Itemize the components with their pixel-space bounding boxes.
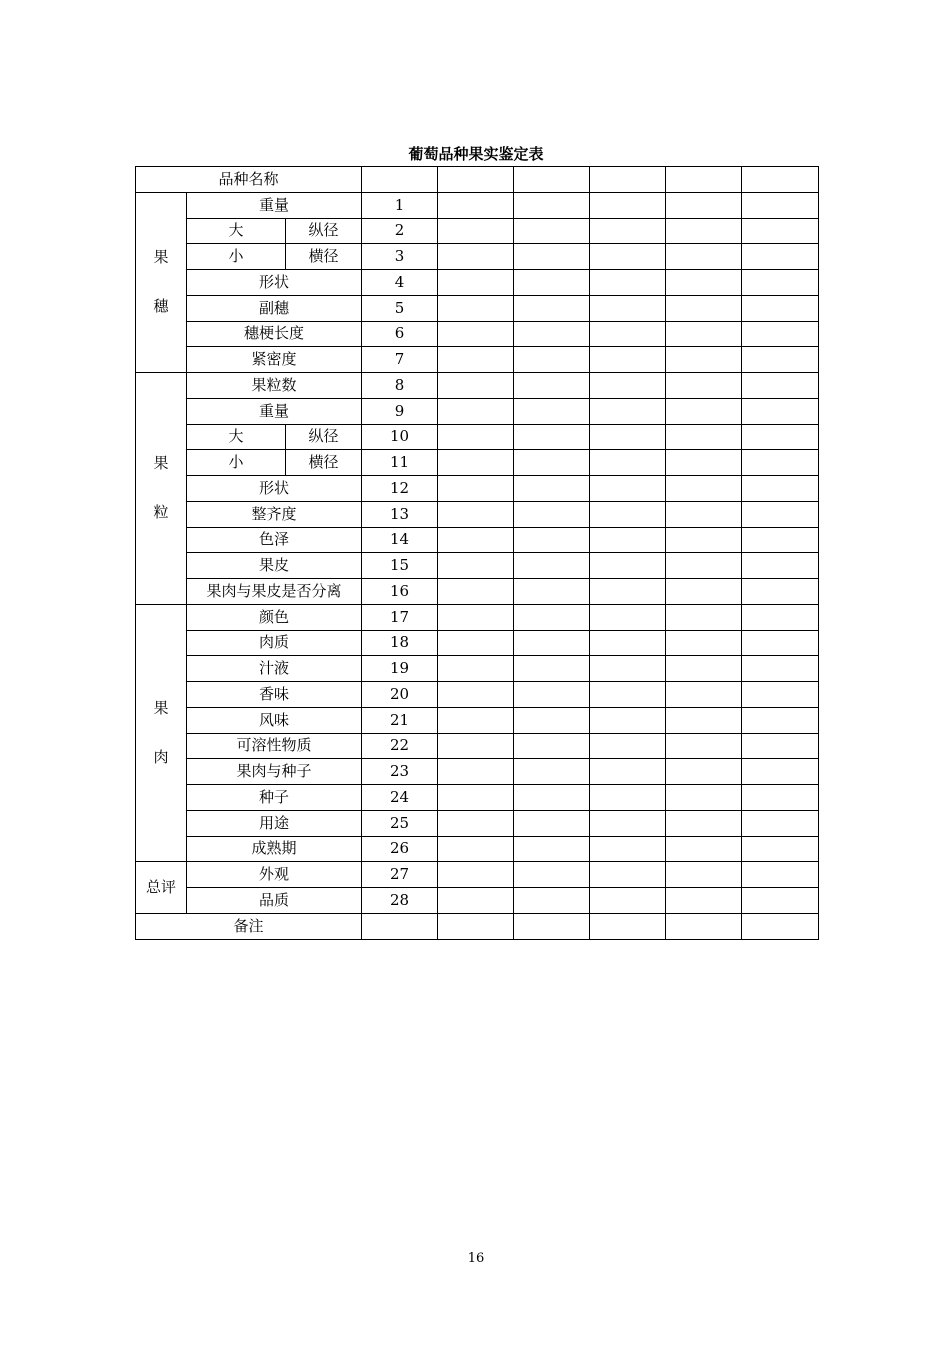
variety-entry-cell[interactable] bbox=[438, 270, 514, 296]
item-number: 19 bbox=[362, 656, 438, 682]
size-big-label: 大 bbox=[187, 218, 286, 244]
variety-entry-cell[interactable] bbox=[438, 656, 514, 682]
remarks-label: 备注 bbox=[136, 913, 362, 939]
item-label: 整齐度 bbox=[187, 501, 362, 527]
variety-entry-cell[interactable] bbox=[742, 913, 819, 939]
table-row bbox=[136, 759, 819, 785]
variety-entry-cell[interactable] bbox=[438, 424, 514, 450]
page-title: 葡萄品种果实鉴定表 bbox=[408, 145, 544, 163]
item-number: 2 bbox=[362, 218, 438, 244]
variety-entry-cell[interactable] bbox=[742, 347, 819, 373]
variety-entry-cell[interactable] bbox=[438, 450, 514, 476]
table-body bbox=[136, 167, 819, 940]
variety-entry-cell[interactable] bbox=[666, 604, 742, 630]
variety-entry-cell[interactable] bbox=[742, 733, 819, 759]
item-number: 6 bbox=[362, 321, 438, 347]
size-small-label: 小 bbox=[187, 450, 286, 476]
variety-entry-cell[interactable] bbox=[590, 604, 666, 630]
page-number: 16 bbox=[467, 1251, 485, 1266]
variety-entry-cell[interactable] bbox=[438, 167, 514, 193]
variety-entry-cell[interactable] bbox=[666, 862, 742, 888]
variety-entry-cell[interactable] bbox=[438, 913, 514, 939]
variety-entry-cell[interactable] bbox=[742, 167, 819, 193]
variety-entry-cell[interactable] bbox=[590, 630, 666, 656]
table-row bbox=[136, 579, 819, 605]
variety-entry-cell[interactable] bbox=[438, 476, 514, 502]
item-number: 10 bbox=[362, 424, 438, 450]
variety-number-cell bbox=[362, 167, 438, 193]
item-number: 11 bbox=[362, 450, 438, 476]
variety-entry-cell[interactable] bbox=[590, 373, 666, 399]
item-number: 13 bbox=[362, 501, 438, 527]
variety-entry-cell[interactable] bbox=[742, 424, 819, 450]
item-number: 17 bbox=[362, 604, 438, 630]
variety-entry-cell[interactable] bbox=[590, 888, 666, 914]
variety-entry-cell[interactable] bbox=[666, 913, 742, 939]
group-label-char: 粒 bbox=[153, 503, 169, 522]
variety-entry-cell[interactable] bbox=[514, 295, 590, 321]
item-label: 重量 bbox=[187, 398, 362, 424]
item-number: 18 bbox=[362, 630, 438, 656]
table-row bbox=[136, 630, 819, 656]
variety-entry-cell[interactable] bbox=[514, 424, 590, 450]
variety-entry-cell[interactable] bbox=[666, 888, 742, 914]
variety-entry-cell[interactable] bbox=[666, 244, 742, 270]
variety-entry-cell[interactable] bbox=[438, 553, 514, 579]
group-cluster-label bbox=[136, 192, 187, 372]
item-number: 12 bbox=[362, 476, 438, 502]
variety-entry-cell[interactable] bbox=[514, 810, 590, 836]
item-label: 果肉与种子 bbox=[187, 759, 362, 785]
variety-entry-cell[interactable] bbox=[438, 579, 514, 605]
item-label: 形状 bbox=[187, 476, 362, 502]
variety-entry-cell[interactable] bbox=[590, 836, 666, 862]
item-label: 颜色 bbox=[187, 604, 362, 630]
item-label: 纵径 bbox=[286, 218, 362, 244]
variety-entry-cell[interactable] bbox=[514, 347, 590, 373]
table-row bbox=[136, 527, 819, 553]
variety-entry-cell[interactable] bbox=[590, 759, 666, 785]
table-row bbox=[136, 270, 819, 296]
variety-entry-cell[interactable] bbox=[590, 167, 666, 193]
variety-entry-cell[interactable] bbox=[438, 398, 514, 424]
variety-entry-cell[interactable] bbox=[514, 579, 590, 605]
variety-entry-cell[interactable] bbox=[666, 270, 742, 296]
variety-entry-cell[interactable] bbox=[438, 373, 514, 399]
item-label: 色泽 bbox=[187, 527, 362, 553]
variety-entry-cell[interactable] bbox=[514, 913, 590, 939]
variety-entry-cell[interactable] bbox=[742, 682, 819, 708]
variety-entry-cell[interactable] bbox=[666, 810, 742, 836]
variety-entry-cell[interactable] bbox=[514, 244, 590, 270]
item-label: 成熟期 bbox=[187, 836, 362, 862]
variety-entry-cell[interactable] bbox=[590, 862, 666, 888]
table-row bbox=[136, 553, 819, 579]
variety-entry-cell[interactable] bbox=[514, 630, 590, 656]
item-label: 形状 bbox=[187, 270, 362, 296]
table-row bbox=[136, 888, 819, 914]
table-row bbox=[136, 347, 819, 373]
variety-entry-cell[interactable] bbox=[590, 218, 666, 244]
table-row bbox=[136, 656, 819, 682]
variety-entry-cell[interactable] bbox=[742, 244, 819, 270]
variety-entry-cell[interactable] bbox=[666, 373, 742, 399]
variety-entry-cell[interactable] bbox=[438, 888, 514, 914]
item-label: 肉质 bbox=[187, 630, 362, 656]
item-number: 5 bbox=[362, 295, 438, 321]
variety-entry-cell[interactable] bbox=[590, 244, 666, 270]
item-number: 27 bbox=[362, 862, 438, 888]
variety-entry-cell[interactable] bbox=[514, 682, 590, 708]
variety-entry-cell[interactable] bbox=[666, 785, 742, 811]
variety-entry-cell[interactable] bbox=[438, 218, 514, 244]
item-label: 用途 bbox=[187, 810, 362, 836]
item-label: 风味 bbox=[187, 707, 362, 733]
variety-entry-cell[interactable] bbox=[666, 347, 742, 373]
table-row bbox=[136, 476, 819, 502]
table-row bbox=[136, 501, 819, 527]
variety-entry-cell[interactable] bbox=[742, 888, 819, 914]
table-row bbox=[136, 733, 819, 759]
variety-entry-cell[interactable] bbox=[514, 656, 590, 682]
variety-entry-cell[interactable] bbox=[666, 398, 742, 424]
variety-entry-cell[interactable] bbox=[666, 707, 742, 733]
variety-entry-cell[interactable] bbox=[742, 759, 819, 785]
variety-entry-cell[interactable] bbox=[666, 476, 742, 502]
variety-entry-cell[interactable] bbox=[590, 785, 666, 811]
item-label: 横径 bbox=[286, 450, 362, 476]
variety-entry-cell[interactable] bbox=[438, 836, 514, 862]
variety-entry-cell[interactable] bbox=[438, 192, 514, 218]
variety-entry-cell[interactable] bbox=[742, 501, 819, 527]
variety-entry-cell[interactable] bbox=[666, 836, 742, 862]
variety-entry-cell[interactable] bbox=[742, 656, 819, 682]
item-number: 24 bbox=[362, 785, 438, 811]
variety-entry-cell[interactable] bbox=[590, 913, 666, 939]
variety-entry-cell[interactable] bbox=[514, 398, 590, 424]
remarks-number-cell bbox=[362, 913, 438, 939]
item-label: 果肉与果皮是否分离 bbox=[187, 579, 362, 605]
variety-entry-cell[interactable] bbox=[590, 579, 666, 605]
item-number: 1 bbox=[362, 192, 438, 218]
variety-entry-cell[interactable] bbox=[666, 167, 742, 193]
variety-entry-cell[interactable] bbox=[666, 630, 742, 656]
variety-entry-cell[interactable] bbox=[514, 604, 590, 630]
variety-entry-cell[interactable] bbox=[590, 810, 666, 836]
table-row bbox=[136, 836, 819, 862]
table-row bbox=[136, 785, 819, 811]
item-number: 21 bbox=[362, 707, 438, 733]
variety-entry-cell[interactable] bbox=[514, 527, 590, 553]
group-berry-label bbox=[136, 373, 187, 605]
variety-entry-cell[interactable] bbox=[514, 270, 590, 296]
variety-entry-cell[interactable] bbox=[438, 862, 514, 888]
variety-entry-cell[interactable] bbox=[514, 450, 590, 476]
variety-entry-cell[interactable] bbox=[666, 682, 742, 708]
group-label-char: 穗 bbox=[153, 297, 169, 316]
variety-entry-cell[interactable] bbox=[438, 527, 514, 553]
item-number: 9 bbox=[362, 398, 438, 424]
item-number: 25 bbox=[362, 810, 438, 836]
remarks-row bbox=[136, 913, 819, 939]
size-small-label: 小 bbox=[187, 244, 286, 270]
variety-entry-cell[interactable] bbox=[742, 862, 819, 888]
table-row bbox=[136, 321, 819, 347]
table-row bbox=[136, 218, 819, 244]
table-row bbox=[136, 810, 819, 836]
item-label: 紧密度 bbox=[187, 347, 362, 373]
variety-entry-cell[interactable] bbox=[666, 295, 742, 321]
item-number: 8 bbox=[362, 373, 438, 399]
item-number: 7 bbox=[362, 347, 438, 373]
item-number: 20 bbox=[362, 682, 438, 708]
table-row bbox=[136, 295, 819, 321]
variety-entry-cell[interactable] bbox=[438, 604, 514, 630]
group-label-char: 果 bbox=[153, 248, 169, 267]
item-label: 可溶性物质 bbox=[187, 733, 362, 759]
table-row bbox=[136, 707, 819, 733]
variety-entry-cell[interactable] bbox=[742, 630, 819, 656]
variety-entry-cell[interactable] bbox=[438, 733, 514, 759]
variety-entry-cell[interactable] bbox=[590, 424, 666, 450]
variety-entry-cell[interactable] bbox=[590, 553, 666, 579]
item-label: 副穗 bbox=[187, 295, 362, 321]
variety-entry-cell[interactable] bbox=[514, 836, 590, 862]
table-row bbox=[136, 862, 819, 888]
variety-entry-cell[interactable] bbox=[742, 192, 819, 218]
variety-entry-cell[interactable] bbox=[514, 476, 590, 502]
variety-entry-cell[interactable] bbox=[590, 398, 666, 424]
variety-entry-cell[interactable] bbox=[590, 501, 666, 527]
item-label: 汁液 bbox=[187, 656, 362, 682]
variety-entry-cell[interactable] bbox=[514, 785, 590, 811]
variety-entry-cell[interactable] bbox=[590, 707, 666, 733]
variety-entry-cell[interactable] bbox=[742, 579, 819, 605]
variety-entry-cell[interactable] bbox=[514, 192, 590, 218]
item-number: 3 bbox=[362, 244, 438, 270]
variety-entry-cell[interactable] bbox=[438, 630, 514, 656]
table-row bbox=[136, 424, 819, 450]
variety-entry-cell[interactable] bbox=[742, 553, 819, 579]
variety-entry-cell[interactable] bbox=[666, 424, 742, 450]
group-flesh-label bbox=[136, 604, 187, 862]
variety-entry-cell[interactable] bbox=[590, 270, 666, 296]
item-number: 15 bbox=[362, 553, 438, 579]
variety-entry-cell[interactable] bbox=[666, 501, 742, 527]
variety-entry-cell[interactable] bbox=[590, 476, 666, 502]
variety-entry-cell[interactable] bbox=[438, 321, 514, 347]
variety-entry-cell[interactable] bbox=[742, 785, 819, 811]
variety-entry-cell[interactable] bbox=[666, 759, 742, 785]
variety-entry-cell[interactable] bbox=[438, 682, 514, 708]
item-label: 种子 bbox=[187, 785, 362, 811]
variety-entry-cell[interactable] bbox=[590, 192, 666, 218]
variety-name-label: 品种名称 bbox=[136, 167, 362, 193]
table-row bbox=[136, 398, 819, 424]
item-label: 穗梗长度 bbox=[187, 321, 362, 347]
variety-entry-cell[interactable] bbox=[590, 682, 666, 708]
item-number: 28 bbox=[362, 888, 438, 914]
item-label: 纵径 bbox=[286, 424, 362, 450]
variety-entry-cell[interactable] bbox=[514, 553, 590, 579]
group-label-char: 果 bbox=[153, 454, 169, 473]
variety-entry-cell[interactable] bbox=[514, 707, 590, 733]
item-number: 22 bbox=[362, 733, 438, 759]
group-overall-label: 总评 bbox=[136, 862, 187, 914]
item-number: 23 bbox=[362, 759, 438, 785]
item-label: 果皮 bbox=[187, 553, 362, 579]
variety-entry-cell[interactable] bbox=[590, 733, 666, 759]
item-number: 14 bbox=[362, 527, 438, 553]
variety-entry-cell[interactable] bbox=[742, 707, 819, 733]
item-label: 重量 bbox=[187, 192, 362, 218]
item-number: 26 bbox=[362, 836, 438, 862]
variety-entry-cell[interactable] bbox=[742, 527, 819, 553]
variety-entry-cell[interactable] bbox=[666, 192, 742, 218]
variety-entry-cell[interactable] bbox=[666, 553, 742, 579]
variety-entry-cell[interactable] bbox=[742, 321, 819, 347]
table-row bbox=[136, 682, 819, 708]
variety-entry-cell[interactable] bbox=[742, 836, 819, 862]
variety-entry-cell[interactable] bbox=[666, 733, 742, 759]
variety-entry-cell[interactable] bbox=[590, 295, 666, 321]
item-label: 果粒数 bbox=[187, 373, 362, 399]
variety-entry-cell[interactable] bbox=[666, 527, 742, 553]
variety-entry-cell[interactable] bbox=[590, 656, 666, 682]
variety-entry-cell[interactable] bbox=[742, 450, 819, 476]
item-label: 品质 bbox=[187, 888, 362, 914]
variety-entry-cell[interactable] bbox=[514, 862, 590, 888]
variety-entry-cell[interactable] bbox=[666, 450, 742, 476]
item-label: 香味 bbox=[187, 682, 362, 708]
variety-entry-cell[interactable] bbox=[514, 759, 590, 785]
item-number: 16 bbox=[362, 579, 438, 605]
table-row bbox=[136, 450, 819, 476]
variety-entry-cell[interactable] bbox=[590, 347, 666, 373]
variety-entry-cell[interactable] bbox=[742, 604, 819, 630]
header-row bbox=[136, 167, 819, 193]
variety-entry-cell[interactable] bbox=[438, 244, 514, 270]
variety-entry-cell[interactable] bbox=[742, 295, 819, 321]
item-label: 外观 bbox=[187, 862, 362, 888]
variety-entry-cell[interactable] bbox=[742, 398, 819, 424]
group-label-char: 果 bbox=[153, 699, 169, 717]
variety-entry-cell[interactable] bbox=[590, 321, 666, 347]
variety-entry-cell[interactable] bbox=[514, 218, 590, 244]
variety-entry-cell[interactable] bbox=[590, 527, 666, 553]
variety-entry-cell[interactable] bbox=[514, 501, 590, 527]
variety-entry-cell[interactable] bbox=[438, 295, 514, 321]
variety-entry-cell[interactable] bbox=[742, 218, 819, 244]
variety-entry-cell[interactable] bbox=[438, 810, 514, 836]
variety-entry-cell[interactable] bbox=[742, 373, 819, 399]
variety-entry-cell[interactable] bbox=[514, 321, 590, 347]
item-label: 横径 bbox=[286, 244, 362, 270]
variety-entry-cell[interactable] bbox=[590, 450, 666, 476]
variety-entry-cell[interactable] bbox=[514, 167, 590, 193]
variety-entry-cell[interactable] bbox=[742, 810, 819, 836]
variety-entry-cell[interactable] bbox=[742, 476, 819, 502]
variety-entry-cell[interactable] bbox=[666, 656, 742, 682]
group-label-char: 肉 bbox=[153, 748, 169, 766]
variety-entry-cell[interactable] bbox=[438, 785, 514, 811]
table-row bbox=[136, 244, 819, 270]
table-row bbox=[136, 604, 819, 630]
variety-entry-cell[interactable] bbox=[666, 579, 742, 605]
table-row bbox=[136, 192, 819, 218]
variety-entry-cell[interactable] bbox=[514, 733, 590, 759]
variety-entry-cell[interactable] bbox=[438, 347, 514, 373]
item-number: 4 bbox=[362, 270, 438, 296]
size-big-label: 大 bbox=[187, 424, 286, 450]
variety-entry-cell[interactable] bbox=[514, 373, 590, 399]
variety-entry-cell[interactable] bbox=[666, 321, 742, 347]
variety-entry-cell[interactable] bbox=[514, 888, 590, 914]
variety-entry-cell[interactable] bbox=[438, 501, 514, 527]
variety-entry-cell[interactable] bbox=[666, 218, 742, 244]
variety-entry-cell[interactable] bbox=[438, 707, 514, 733]
variety-entry-cell[interactable] bbox=[438, 759, 514, 785]
identification-table bbox=[135, 166, 819, 940]
table-row bbox=[136, 373, 819, 399]
variety-entry-cell[interactable] bbox=[742, 270, 819, 296]
